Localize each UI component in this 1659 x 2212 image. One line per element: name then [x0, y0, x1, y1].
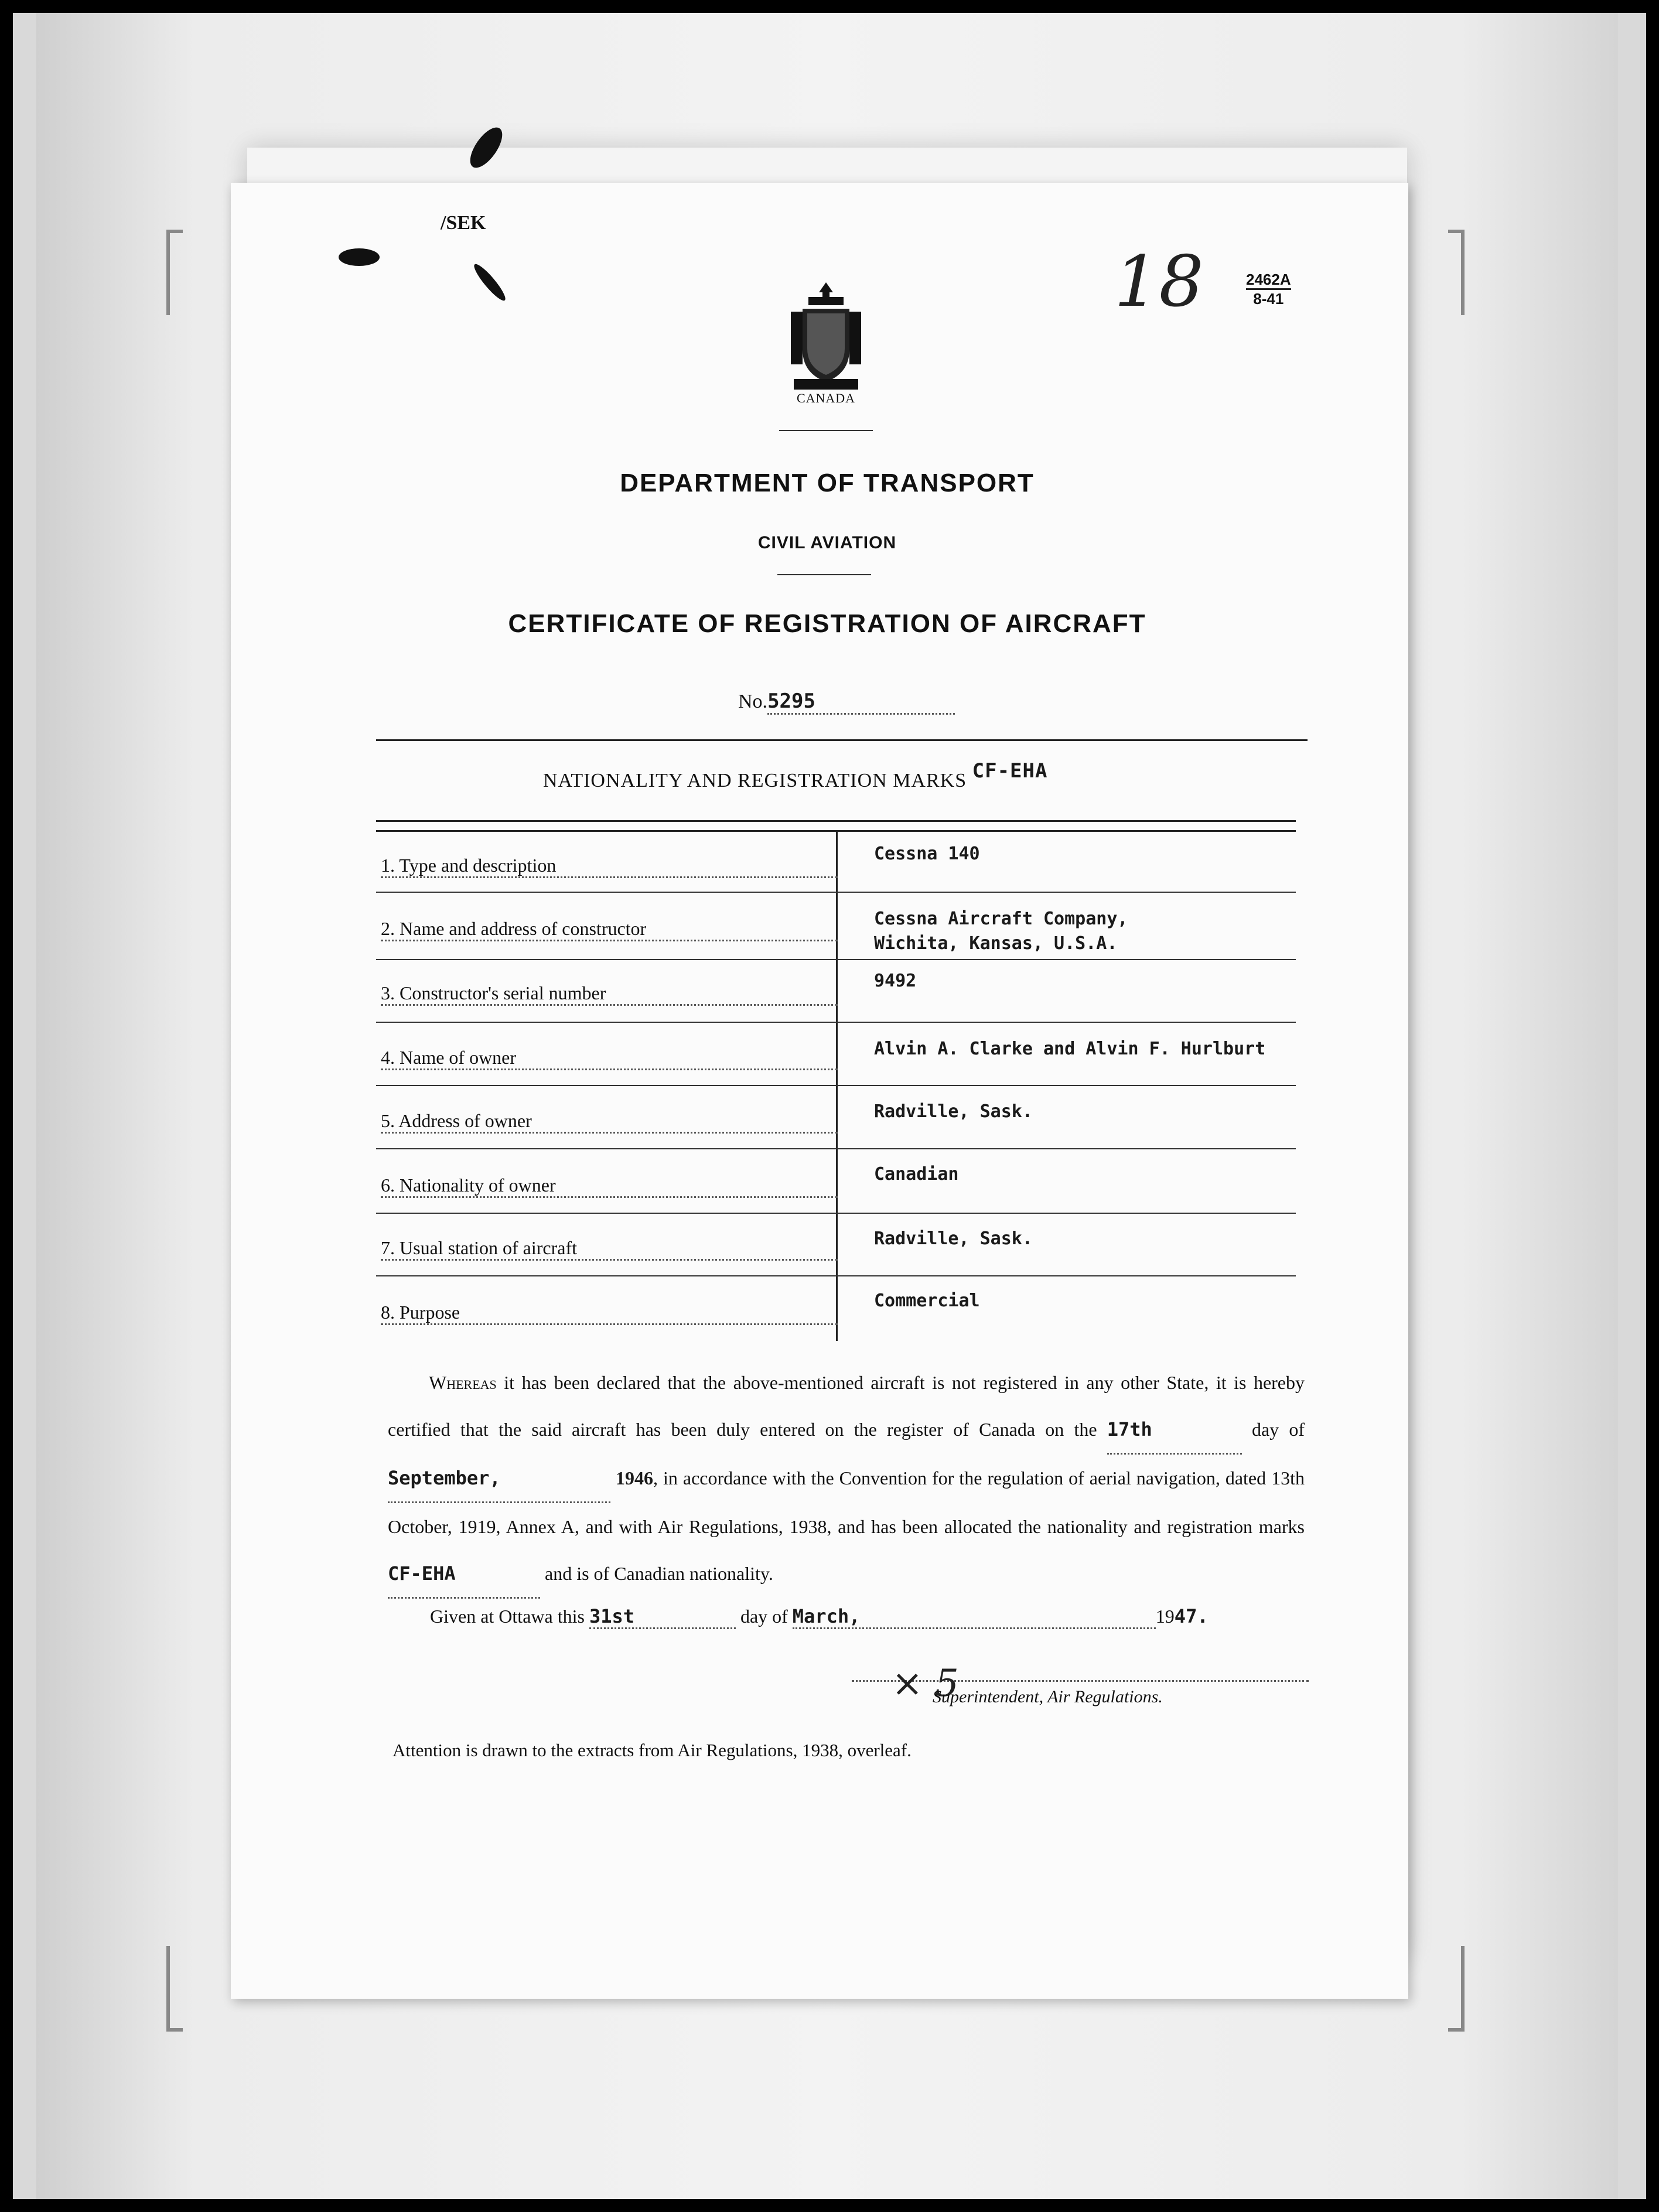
registration-month-field	[388, 1455, 610, 1503]
handwritten-file-number: 18	[1114, 241, 1204, 323]
registration-day-field	[1107, 1406, 1242, 1455]
table-row-label: 6. Nationality of owner	[381, 1175, 838, 1198]
divider	[777, 574, 871, 575]
table-row-label: 3. Constructor's serial number	[381, 982, 838, 1006]
crop-mark	[166, 1946, 183, 2032]
table-row-rule	[376, 892, 1296, 893]
given-year-suffix: 47.	[1174, 1605, 1209, 1627]
branch-title: CIVIL AVIATION	[757, 533, 897, 552]
table-row-label: 8. Purpose	[381, 1302, 838, 1325]
certificate-sheet	[231, 183, 1408, 1999]
given-month: March,	[792, 1605, 861, 1627]
table-row-rule	[376, 1022, 1296, 1023]
table-row-value: Commercial	[874, 1291, 980, 1311]
crop-mark	[1448, 1946, 1465, 2032]
section-rule	[376, 820, 1296, 822]
table-row-value: Alvin A. Clarke and Alvin F. Hurlburt	[874, 1039, 1266, 1059]
registration-marks-label: NATIONALITY AND REGISTRATION MARKS	[543, 770, 967, 791]
given-prefix: Given at Ottawa this	[430, 1606, 585, 1627]
table-row-label: 2. Name and address of constructor	[381, 918, 838, 941]
given-line	[430, 1605, 1209, 1629]
certificate-number: 5295	[767, 689, 815, 713]
registration-marks-line	[543, 759, 1048, 792]
registration-day: 17th	[1107, 1418, 1152, 1440]
scan-frame	[13, 13, 1646, 2199]
table-row-label: 4. Name of owner	[381, 1047, 838, 1070]
registration-month: September,	[388, 1467, 501, 1489]
table-row-value: 9492	[874, 971, 917, 991]
table-row-label: 7. Usual station of aircraft	[381, 1237, 838, 1261]
certificate-number-line	[738, 689, 955, 715]
table-row-rule	[376, 1275, 1296, 1276]
scan-smudge	[339, 248, 380, 266]
footer-note: Attention is drawn to the extracts from Air Regulations, 1938, overleaf.	[392, 1740, 912, 1760]
table-row-rule	[376, 959, 1296, 960]
form-number-bottom: 8-41	[1253, 290, 1284, 308]
reference-mark: /SEK	[441, 212, 486, 234]
crop-mark	[166, 230, 183, 315]
given-day-field	[589, 1605, 736, 1629]
given-year-prefix: 19	[1155, 1606, 1175, 1627]
section-rule	[376, 739, 1308, 741]
signature-title: Superintendent, Air Regulations.	[933, 1687, 1163, 1706]
certificate-title: CERTIFICATE OF REGISTRATION OF AIRCRAFT	[508, 609, 1146, 638]
allocated-marks: CF-EHA	[388, 1562, 456, 1585]
given-month-field	[793, 1605, 1156, 1629]
certificate-number-field	[767, 689, 955, 715]
table-row-label: 1. Type and description	[381, 855, 838, 878]
handwritten-signature: × 5	[892, 1662, 959, 1705]
divider	[779, 430, 873, 431]
table-row-rule	[376, 1085, 1296, 1086]
table-row-value: Cessna Aircraft Company, Wichita, Kansas, U.S.A.	[874, 909, 1128, 954]
allocated-marks-field	[388, 1550, 540, 1599]
table-row-value: Cessna 140	[874, 844, 980, 864]
department-title: DEPARTMENT OF TRANSPORT	[620, 469, 1035, 497]
crop-mark	[1448, 230, 1465, 315]
given-day: 31st	[589, 1605, 634, 1627]
registration-marks: CF-EHA	[972, 759, 1048, 783]
declaration-text: , in accordance with the Convention for the regulation of aerial navigation, dated 13th October, 1919, Annex A, and with Air Regulations, 1938, and has been allocated the nationality and registration marks	[388, 1467, 1305, 1537]
country-label: CANADA	[796, 391, 856, 405]
registration-year: 1946	[616, 1467, 653, 1489]
whereas-word: Whereas	[429, 1372, 497, 1393]
declaration-text: day of	[1251, 1419, 1305, 1440]
table-row-value: Canadian	[874, 1164, 959, 1184]
form-number	[1246, 271, 1291, 308]
form-number-top: 2462A	[1246, 271, 1291, 290]
coat-of-arms-icon	[785, 279, 867, 397]
table-row-rule	[376, 1213, 1296, 1214]
table-row-value: Radville, Sask.	[874, 1101, 1033, 1122]
declaration-paragraph	[388, 1359, 1305, 1599]
table-row-value: Radville, Sask.	[874, 1228, 1033, 1249]
certificate-number-label: No.	[738, 691, 768, 712]
table-row-label: 5. Address of owner	[381, 1110, 838, 1134]
declaration-text: and is of Canadian nationality.	[545, 1563, 773, 1584]
declaration-text: it has been declared that the above-mentioned aircraft is not registered in any other State, it is hereby certified that the said aircraft has been duly entered on the register of Canada on the	[388, 1372, 1305, 1440]
given-middle: day of	[740, 1606, 788, 1627]
table-row-rule	[376, 1148, 1296, 1149]
